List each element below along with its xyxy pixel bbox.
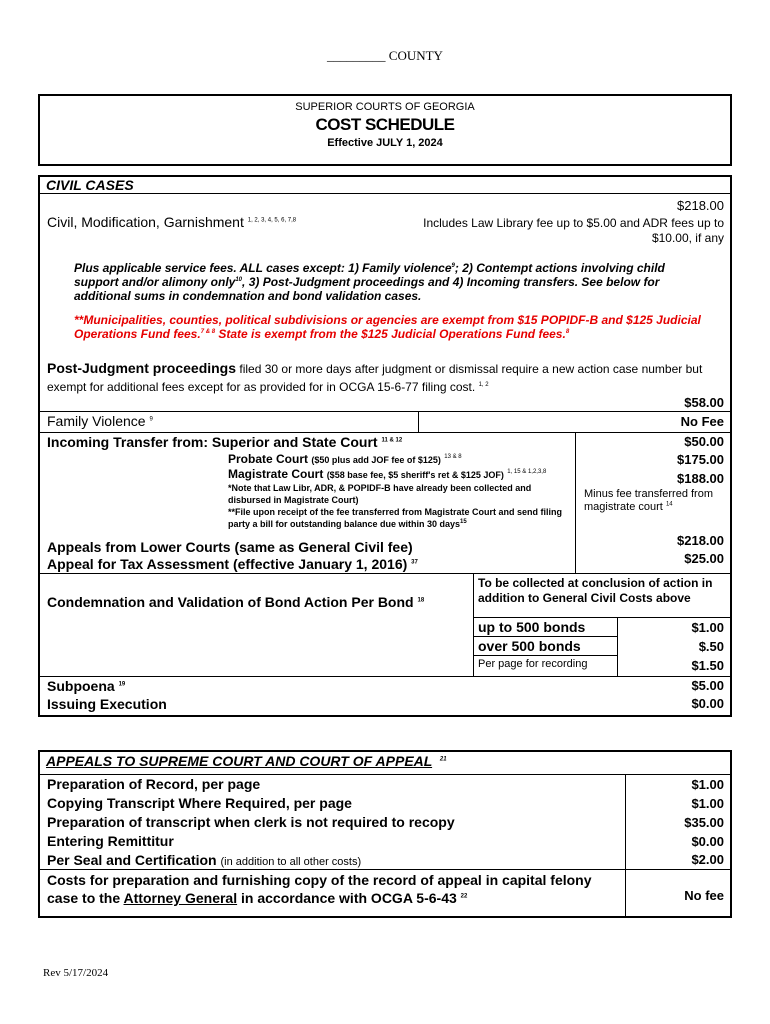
civil-label bbox=[47, 214, 296, 230]
civil-amount: $218.00 bbox=[677, 198, 724, 213]
post-judgment-text bbox=[47, 359, 707, 396]
appeals-heading-text: APPEALS TO SUPREME COURT AND COURT OF APPEAL bbox=[46, 753, 433, 769]
probate-label-text: Probate Court bbox=[228, 452, 309, 466]
post-judgment-sup: 1, 2 bbox=[478, 382, 489, 388]
capital-amount: No fee bbox=[684, 888, 724, 903]
tax-assessment-amount: $25.00 bbox=[684, 551, 724, 566]
bonds-amount-2: $1.50 bbox=[691, 658, 724, 673]
post-judgment-amount: $58.00 bbox=[684, 395, 724, 410]
appeals-heading bbox=[46, 753, 447, 769]
bonds-amount-1: $.50 bbox=[698, 639, 724, 654]
row-divider-bonds-2 bbox=[473, 655, 617, 656]
county-line: _________ COUNTY bbox=[327, 48, 443, 63]
appeals-row-amount-2: $35.00 bbox=[684, 815, 724, 830]
plus-sup-2: 10 bbox=[235, 277, 243, 283]
magistrate-label bbox=[228, 467, 546, 481]
appeals-row-amount-0: $1.00 bbox=[691, 777, 724, 792]
plus-sup-1: 9 bbox=[451, 263, 455, 269]
tax-label-text: Appeal for Tax Assessment (effective January 1, 2016) bbox=[47, 556, 408, 572]
subpoena-label bbox=[47, 678, 125, 694]
probate-label bbox=[228, 452, 462, 466]
row-divider-bonds-1 bbox=[473, 636, 617, 637]
subpoena-amount: $5.00 bbox=[691, 678, 724, 693]
appeals-row-label-1: Copying Transcript Where Required, per page bbox=[47, 795, 352, 811]
row-divider-family bbox=[40, 411, 730, 412]
col-divider-incoming bbox=[575, 432, 576, 573]
appeals-col-divider bbox=[625, 774, 626, 916]
row-divider-condemn bbox=[40, 573, 730, 574]
minus-fee-note bbox=[584, 488, 724, 514]
appeals-row-label-3: Entering Remittitur bbox=[47, 833, 174, 849]
magistrate-note-2 bbox=[228, 506, 568, 530]
col-divider-bonds bbox=[617, 617, 618, 676]
appeals-lower-label: Appeals from Lower Courts (same as General Civil fee) bbox=[47, 539, 413, 555]
civil-heading-divider bbox=[40, 193, 730, 194]
post-judgment-label: Post-Judgment proceedings bbox=[47, 360, 237, 376]
magistrate-sup: 1, 15 & 1,2,3,8 bbox=[507, 469, 547, 475]
appeals-row-label-0: Preparation of Record, per page bbox=[47, 776, 261, 792]
col-divider-condemn bbox=[473, 573, 474, 676]
capital-felony-text bbox=[47, 871, 617, 907]
effective-date: Effective JULY 1, 2024 bbox=[327, 137, 443, 149]
capital-text-2: in accordance with OCGA 5-6-43 bbox=[241, 890, 457, 906]
col-divider-family bbox=[418, 411, 419, 433]
subpoena-sup: 19 bbox=[118, 681, 126, 688]
civil-note: Includes Law Library fee up to $5.00 and ADR fees up to $10.00, if any bbox=[423, 216, 724, 245]
family-violence-label bbox=[47, 413, 153, 429]
page-title: COST SCHEDULE bbox=[315, 115, 455, 134]
probate-detail: ($50 plus add JOF fee of $125) bbox=[311, 455, 441, 465]
tax-assessment-label bbox=[47, 556, 418, 572]
magistrate-note-2-sup: 15 bbox=[460, 519, 467, 525]
probate-sup: 13 & 8 bbox=[444, 454, 462, 460]
red-sup-1: 7 & 8 bbox=[200, 329, 216, 335]
post-judgment-detail: filed 30 or more days after judgment or dismissal require a new action case number but exempt for additional fees except for as provided for in OCGA 15-6-77 filing cost. bbox=[47, 362, 703, 394]
condemn-sup: 18 bbox=[417, 597, 425, 604]
bonds-label-1: over 500 bonds bbox=[478, 638, 581, 654]
tax-sup: 37 bbox=[411, 559, 418, 566]
row-divider-incoming bbox=[40, 432, 730, 433]
civil-sup: 1, 2, 3, 4, 5, 6, 7,8 bbox=[247, 217, 297, 224]
condemn-label-text: Condemnation and Validation of Bond Action Per Bond bbox=[47, 594, 414, 610]
exemption-note bbox=[74, 313, 706, 341]
plus-text-3: , 3) Post-Judgment proceedings and 4) Incoming transfers. See below for additional sums in condemnation and bond validation cases. bbox=[74, 275, 660, 303]
capital-text-1: Costs for preparation and furnishing copy of the record of appeal in capital felony case to the bbox=[47, 872, 592, 906]
seal-detail: (in addition to all other costs) bbox=[220, 856, 362, 868]
magistrate-label-text: Magistrate Court bbox=[228, 467, 324, 481]
seal-amount: $2.00 bbox=[691, 852, 724, 867]
seal-label-text: Per Seal and Certification bbox=[47, 852, 217, 868]
family-violence-amount: No Fee bbox=[680, 414, 724, 429]
seal-label bbox=[47, 852, 361, 868]
execution-label: Issuing Execution bbox=[47, 696, 167, 712]
incoming-transfer-label bbox=[47, 434, 402, 450]
family-label-text: Family Violence bbox=[47, 413, 146, 429]
condemnation-note: To be collected at conclusion of action in addition to General Civil Costs above bbox=[478, 576, 713, 605]
red-text-1: **Municipalities, counties, political subdivisions or agencies are exempt from $15 POPIDF-B and $125 Judicial Operations Fund fees. bbox=[74, 313, 701, 341]
minus-fee-text: Minus fee transferred from magistrate court bbox=[584, 488, 713, 513]
capital-sup: 22 bbox=[460, 893, 468, 900]
condemnation-label bbox=[47, 594, 424, 610]
court-name: SUPERIOR COURTS OF GEORGIA bbox=[295, 101, 475, 113]
incoming-amount: $50.00 bbox=[684, 434, 724, 449]
incoming-sup: 11 & 12 bbox=[381, 437, 403, 444]
appeals-row-divider bbox=[40, 869, 730, 870]
bonds-label-2: Per page for recording bbox=[478, 658, 588, 670]
header-box bbox=[38, 94, 732, 166]
appeals-heading-sup: 21 bbox=[439, 756, 447, 763]
plus-text-1: Plus applicable service fees. ALL cases except: 1) Family violence bbox=[74, 261, 452, 275]
magistrate-note-1: *Note that Law Libr, ADR, & POPIDF-B have already been collected and disbursed in Magistrate Court) bbox=[228, 483, 532, 505]
row-divider-bonds-top bbox=[473, 617, 730, 618]
attorney-general-text: Attorney General bbox=[123, 890, 238, 906]
magistrate-note-2-text: **File upon receipt of the fee transferred from Magistrate Court and send filing party a bill for outstanding balance due within 30 days bbox=[228, 507, 563, 529]
civil-label-text: Civil, Modification, Garnishment bbox=[47, 214, 244, 230]
bonds-label-0: up to 500 bonds bbox=[478, 619, 586, 635]
incoming-label-text: Incoming Transfer from: Superior and State Court bbox=[47, 434, 378, 450]
probate-amount: $175.00 bbox=[677, 452, 724, 467]
row-divider-subpoena bbox=[40, 676, 730, 677]
minus-fee-sup: 14 bbox=[665, 501, 673, 508]
red-text-2: State is exempt from the $125 Judicial Operations Fund fees. bbox=[218, 327, 566, 341]
bonds-amount-0: $1.00 bbox=[691, 620, 724, 635]
family-sup: 9 bbox=[149, 416, 153, 423]
red-sup-2: 8 bbox=[565, 329, 570, 335]
magistrate-detail: ($58 base fee, $5 sheriff's ret & $125 JOF) bbox=[326, 470, 504, 480]
subpoena-label-text: Subpoena bbox=[47, 678, 115, 694]
appeals-lower-amount: $218.00 bbox=[677, 533, 724, 548]
execution-amount: $0.00 bbox=[691, 696, 724, 711]
plus-text-2: ; 2) Contempt actions involving child support and/or alimony only bbox=[74, 261, 665, 289]
civil-cases-heading: CIVIL CASES bbox=[46, 177, 134, 193]
appeals-row-amount-3: $0.00 bbox=[691, 834, 724, 849]
appeals-heading-divider bbox=[40, 774, 730, 775]
appeals-row-label-2: Preparation of transcript when clerk is not required to recopy bbox=[47, 814, 455, 830]
plus-applicable-text bbox=[74, 261, 702, 303]
revision-date: Rev 5/17/2024 bbox=[43, 967, 109, 979]
appeals-row-amount-1: $1.00 bbox=[691, 796, 724, 811]
magistrate-amount: $188.00 bbox=[677, 471, 724, 486]
